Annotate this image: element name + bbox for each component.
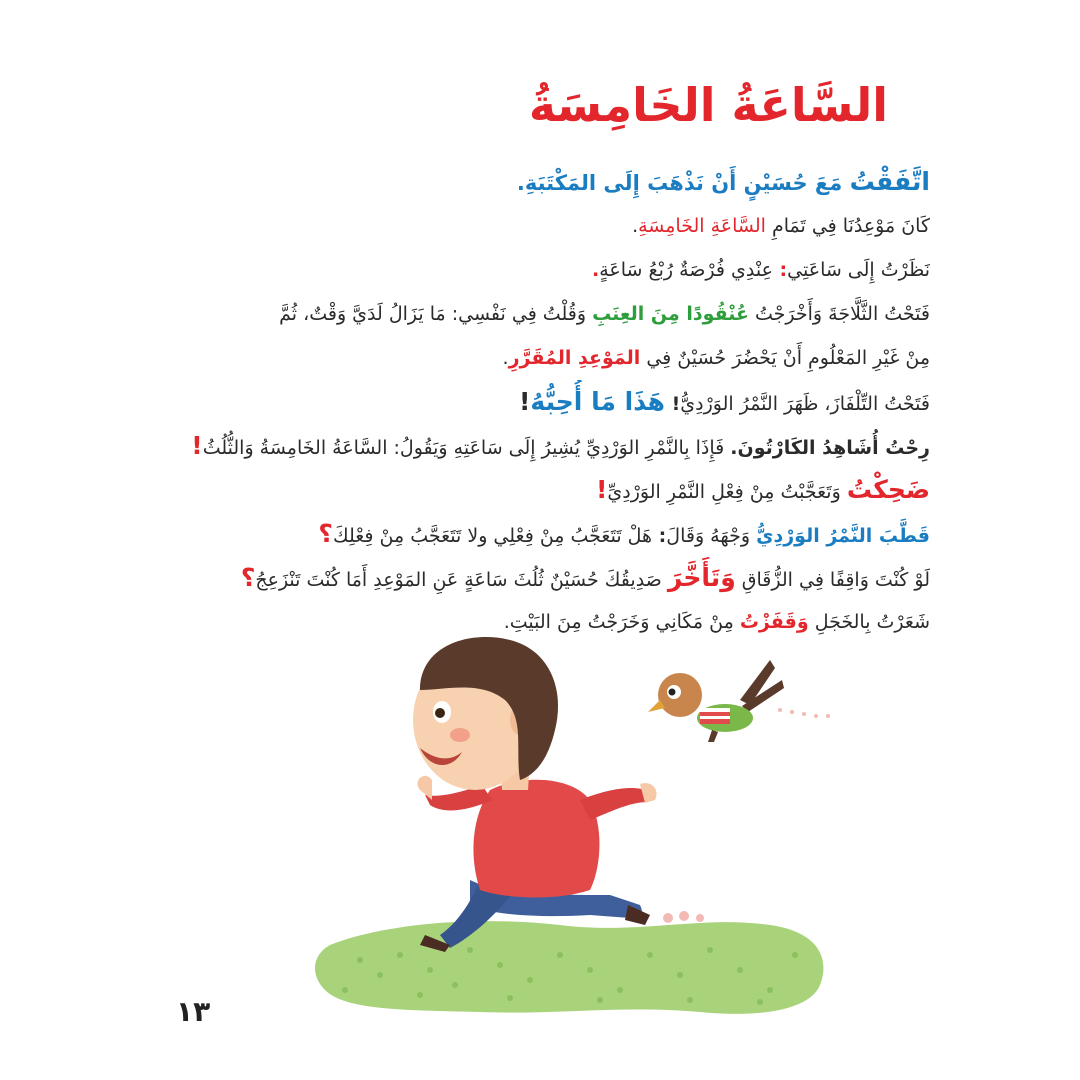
- story-text-segment: !: [595, 475, 608, 504]
- story-text-segment: لَوْ كُنْتَ وَاقِفًا فِي الزُّقَاقِ: [735, 569, 930, 591]
- story-text-segment: مِنْ غَيْرِ المَعْلُومِ أَنْ يَحْضُرَ حُسَيْنٌ فِي: [640, 347, 930, 369]
- grass-patch-illustration: [315, 921, 823, 1014]
- story-text-segment: مِنْ مَكَانِي وَخَرَجْتُ مِنَ البَيْتِ.: [503, 611, 740, 633]
- story-text-segment: .: [502, 347, 509, 369]
- page-number: ١٣: [176, 995, 211, 1028]
- story-text-segment: فَتَحْتُ التِّلْفَازَ، ظَهَرَ النَّمْرُ الوَرْدِيُّ: [680, 393, 930, 415]
- story-text-segment: رِحْتُ أُشَاهِدُ الكَارْتُونَ.: [730, 437, 930, 459]
- story-text-segment: كَانَ مَوْعِدُنَا فِي تَمَامِ: [765, 215, 930, 237]
- story-text-segment: !: [519, 387, 531, 416]
- page-title: السَّاعَةُ الخَامِسَةُ: [528, 78, 888, 132]
- story-text-segment: شَعَرْتُ بِالخَجَلِ: [808, 611, 930, 633]
- story-text-segment: مَعَ حُسَيْنٍ أَنْ نَذْهَبَ إِلَى المَكْتَبَةِ.: [516, 171, 850, 195]
- story-text-segment: المَوْعِدِ المُقَرَّرِ: [508, 347, 641, 369]
- story-text-segment: ؟: [318, 519, 333, 548]
- dust-puffs-icon: [663, 911, 704, 923]
- running-boy-illustration: [413, 637, 657, 952]
- story-text-segment: وَتَأَخَّرَ: [667, 563, 736, 592]
- story-text-segment: !: [665, 393, 681, 415]
- flying-bird-illustration: [648, 660, 830, 742]
- story-text-segment: ؟: [240, 563, 256, 592]
- story-text-segment: :: [652, 525, 667, 547]
- story-text-segment: فَإِذَا بِالنَّمْرِ الوَرْدِيِّ يُشِيرُ إِلَى سَاعَتِهِ وَيَقُولُ: السَّاعَةُ الخَامِسَةُ وَالثُّلُثُ: [202, 437, 731, 459]
- story-text-segment: صَدِيقُكَ حُسَيْنٌ ثُلُثَ سَاعَةٍ عَنِ المَوْعِدِ أَمَا كُنْتَ تَنْزَعِجُ: [255, 569, 668, 591]
- story-text-segment: وَقُلْتُ فِي نَفْسِي: مَا يَزَالُ لَدَيَّ وَقْتٌ، ثُمَّ: [279, 303, 593, 325]
- story-text-segment: وَقَفَزْتُ: [739, 611, 809, 633]
- story-text-segment: قَطَّبَ النَّمْرُ الوَرْدِيُّ: [756, 525, 930, 547]
- story-text-segment: نَظَرْتُ إِلَى سَاعَتِي: [787, 259, 930, 281]
- story-text-segment: اتَّفَقْتُ: [849, 167, 930, 196]
- story-text-segment: وَتَعَجَّبْتُ مِنْ فِعْلِ النَّمْرِ الوَرْدِيِّ: [607, 481, 847, 503]
- story-text-segment: هَذَا مَا أُحِبُّهُ: [530, 387, 665, 416]
- story-text-segment: :: [772, 259, 788, 281]
- story-text-segment: عُنْقُودًا مِنَ العِنَبِ: [592, 303, 749, 325]
- story-text-segment: السَّاعَةِ الخَامِسَةِ: [638, 215, 766, 237]
- story-text-segment: ضَحِكْتُ: [846, 475, 930, 504]
- story-text-segment: وَجْهَهُ وَقَالَ: [666, 525, 757, 547]
- story-text-segment: .: [591, 259, 600, 281]
- story-text-segment: .: [632, 215, 639, 237]
- story-text-segment: فَتَحْتُ الثَّلَّاجَةَ وَأَخْرَجْتُ: [748, 303, 930, 325]
- story-text-segment: !: [191, 431, 203, 460]
- story-text-segment: عِنْدِي فُرْصَةٌ رُبْعُ سَاعَةٍ: [599, 259, 773, 281]
- story-text-segment: هَلْ تَتَعَجَّبُ مِنْ فِعْلِي ولا تَتَعَجَّبُ مِنْ فِعْلِكَ: [332, 525, 653, 547]
